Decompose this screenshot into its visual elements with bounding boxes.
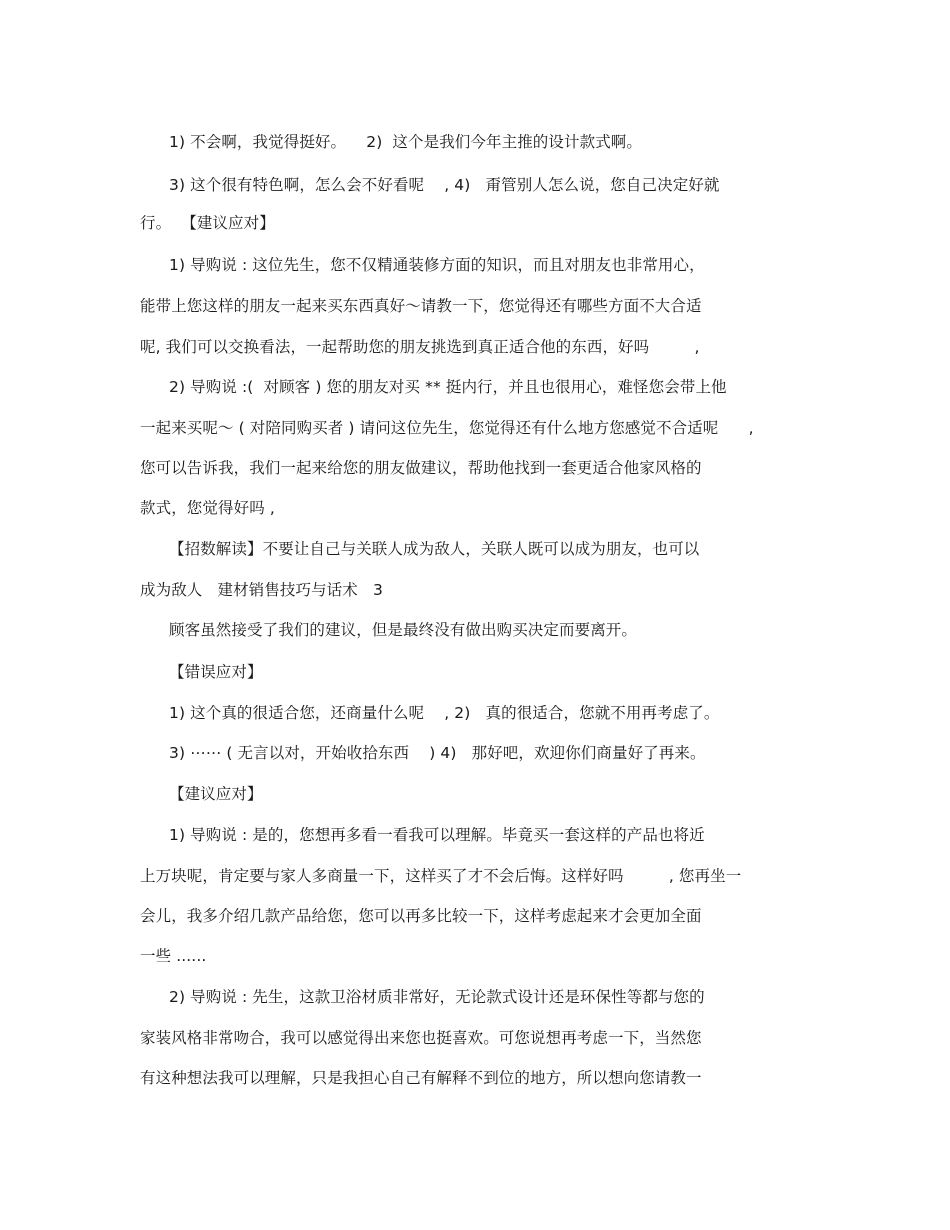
text-line: 有这种想法我可以理解，只是我担心自己有解释不到位的地方，所以想向您请教一 (140, 1069, 702, 1087)
text-line: 款式，您觉得好吗 , (140, 499, 275, 517)
text-line: 呢, 我们可以交换看法，一起帮助您的朋友挑选到真正适合他的东西，好吗 , (140, 338, 700, 356)
text-line: 会儿，我多介绍几款产品给您，您可以再多比较一下，这样考虑起来才会更加全面 (140, 907, 702, 925)
text-line: 成为敌人 建材销售技巧与话术 3 (140, 581, 383, 599)
text-line: 2) 导购说 :( 对顾客 ) 您的朋友对买 ** 挺内行，并且也很用心，难怪您会带上他 (169, 378, 727, 396)
text-line: 一起来买呢～ ( 对陪同购买者 ) 请问这位先生，您觉得还有什么地方您感觉不合适呢 , (140, 419, 754, 437)
text-line: 【建议应对】 (169, 785, 263, 803)
text-line: 家装风格非常吻合，我可以感觉得出来您也挺喜欢。可您说想再考虑一下，当然您 (140, 1029, 702, 1047)
text-line: 1) 导购说 : 是的，您想再多看一看我可以理解。毕竟买一套这样的产品也将近 (169, 826, 705, 844)
text-line: 【错误应对】 (169, 663, 263, 681)
text-line: 1) 导购说 : 这位先生，您不仅精通装修方面的知识，而且对朋友也非常用心， (169, 256, 705, 274)
text-line: 3) 这个很有特色啊，怎么会不好看呢 , 4) 甭管别人怎么说，您自己决定好就 (169, 176, 720, 194)
text-line: 上万块呢，肯定要与家人多商量一下，这样买了才不会后悔。这样好吗 , 您再坐一 (140, 867, 742, 885)
text-line: 能带上您这样的朋友一起来买东西真好～请教一下，您觉得还有哪些方面不大合适 (140, 297, 702, 315)
text-line: 您可以告诉我，我们一起来给您的朋友做建议，帮助他找到一套更适合他家风格的 (140, 459, 702, 477)
text-line: 1) 这个真的很适合您，还商量什么呢 , 2) 真的很适合，您就不用再考虑了。 (169, 704, 720, 722)
text-line: 顾客虽然接受了我们的建议，但是最终没有做出购买决定而要离开。 (169, 621, 638, 639)
text-line: 2) 导购说 : 先生，这款卫浴材质非常好，无论款式设计还是环保性等都与您的 (169, 988, 705, 1006)
text-line: 行。 【建议应对】 (140, 214, 275, 232)
text-line: 3) ⋯⋯ ( 无言以对，开始收拾东西 ) 4) 那好吧，欢迎你们商量好了再来。 (169, 744, 706, 762)
text-line: 1) 不会啊，我觉得挺好。 2) 这个是我们今年主推的设计款式啊。 (169, 133, 643, 151)
text-line: 一些 ...... (140, 947, 207, 965)
text-line: 【招数解读】不要让自己与关联人成为敌人，关联人既可以成为朋友，也可以 (169, 540, 700, 558)
